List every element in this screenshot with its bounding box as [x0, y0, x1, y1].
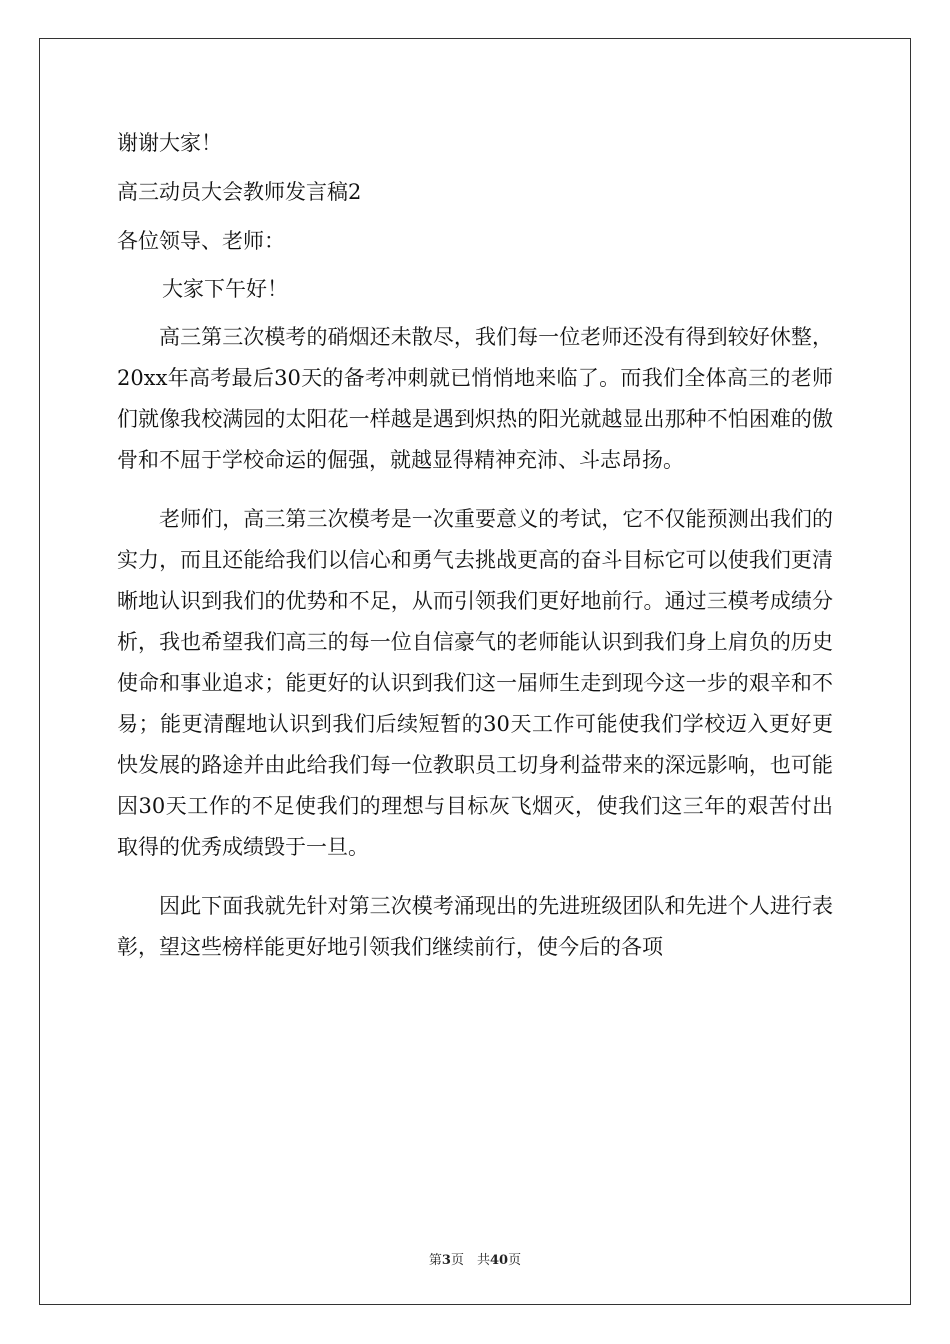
- document-body: [117, 128, 833, 986]
- page-current: 3: [441, 1253, 451, 1268]
- paragraph-3: [117, 886, 833, 968]
- paragraph-2: [117, 499, 833, 868]
- paragraph-text: 因此下面我就先针对第三次模考涌现出的先进班级团队和先进个人进行表彰，望这些榜样能更好地引领我们继续前行，使今后的各项: [117, 894, 833, 959]
- speech-title: 高三动员大会教师发言稿2: [117, 180, 362, 204]
- page-prefix: 第: [428, 1253, 442, 1268]
- page-mid: 页 共: [450, 1253, 490, 1268]
- paragraph-1: [117, 317, 833, 481]
- page-footer: [0, 1249, 950, 1268]
- salutation: 各位领导、老师：: [117, 229, 285, 253]
- greeting: 大家下午好！: [162, 277, 288, 301]
- page-total: 40: [489, 1253, 509, 1268]
- paragraph-text: 老师们，高三第三次模考是一次重要意义的考试，它不仅能预测出我们的实力，而且还能给我们以信心和勇气去挑战更高的奋斗目标它可以使我们更清晰地认识到我们的优势和不足，从而引领我们更好地前行。通过三模考成绩分析，我也希望我们高三的每一位自信豪气的老师能认识到我们身上肩负的历史使命和事业追求；能更好的认识到我们这一届师生走到现今这一步的艰辛和不易；能更清醒地认识到我们后续短暂的30天工作可能使我们学校迈入更好更快发展的路途并由此给我们每一位教职员工切身利益带来的深远影响，也可能因30天工作的不足使我们的理想与目标灰飞烟灭，使我们这三年的艰苦付出取得的优秀成绩毁于一旦。: [117, 507, 833, 859]
- closing-thanks: 谢谢大家！: [117, 131, 222, 155]
- paragraph-text: 高三第三次模考的硝烟还未散尽，我们每一位老师还没有得到较好休整，20xx年高考最后30天的备考冲刺就已悄悄地来临了。而我们全体高三的老师们就像我校满园的太阳花一样越是遇到炽热的阳光就越显出那种不怕困难的傲骨和不屈于学校命运的倔强，就越显得精神充沛、斗志昂扬。: [117, 325, 833, 472]
- page-suffix: 页: [508, 1253, 522, 1268]
